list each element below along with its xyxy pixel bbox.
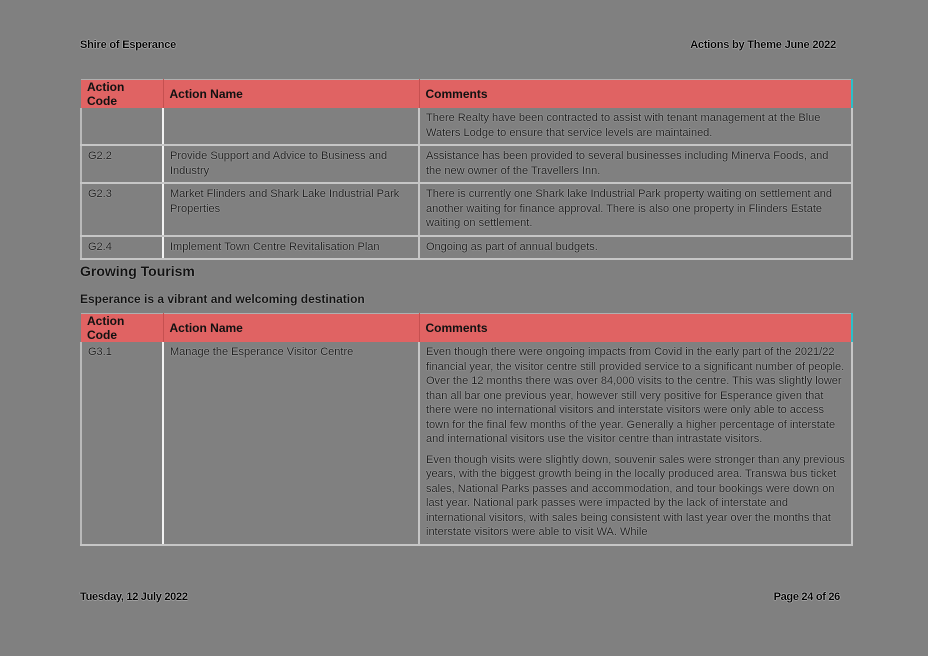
section-subheading: Esperance is a vibrant and welcoming destination — [80, 292, 365, 306]
report-title: Actions by Theme June 2022 — [690, 39, 836, 51]
comment-paragraph: There Realty have been contracted to assist with tenant management at the Blue Waters Lodge to ensure that service levels are maintained. — [426, 112, 821, 139]
action-name-cell — [163, 108, 419, 145]
table-row — [81, 108, 852, 145]
section-heading: Growing Tourism — [80, 263, 195, 279]
table-row — [81, 183, 852, 236]
column-header-comments: Comments — [419, 314, 852, 343]
table-header-row — [81, 314, 852, 343]
comment-paragraph: There is currently one Shark lake Industrial Park property waiting on settlement and another waiting for finance approval. There is also one property in Flinders Estate waiting on settlement. — [426, 188, 832, 229]
table-header-row — [81, 80, 852, 109]
comments-cell — [419, 108, 852, 145]
organisation-name: Shire of Esperance — [80, 39, 177, 51]
table-row — [81, 342, 852, 545]
column-header-action-code: Action Code — [81, 80, 163, 109]
table-row — [81, 145, 852, 183]
comments-cell — [419, 183, 852, 236]
comment-paragraph: Even though visits were slightly down, souvenir sales were stronger than any previous years, with the biggest growth being in the locally produced area. Transwa bus ticket sales, National Parks passes and accommodation, and tour bookings were down on last year. National park passes were impacted by the lack of interstate and international visitors, with sales being consistent with last year over the months that interstate visitors were able to visit WA. While — [426, 453, 845, 538]
comments-cell — [419, 145, 852, 183]
table-row — [81, 236, 852, 260]
action-name-cell: Provide Support and Advice to Business and Industry — [163, 145, 419, 183]
comments-cell — [419, 236, 852, 260]
action-name-cell: Manage the Esperance Visitor Centre — [163, 342, 419, 545]
action-code-cell: G3.1 — [81, 342, 163, 545]
action-code-cell: G2.3 — [81, 183, 163, 236]
comments-cell — [419, 342, 852, 545]
actions-table-economic — [80, 79, 853, 260]
comment-paragraph: Ongoing as part of annual budgets. — [426, 240, 598, 253]
footer-date: Tuesday, 12 July 2022 — [80, 591, 188, 603]
footer-page-number: Page 24 of 26 — [773, 591, 840, 603]
column-header-action-name: Action Name — [163, 314, 419, 343]
action-code-cell — [81, 108, 163, 145]
action-code-cell: G2.2 — [81, 145, 163, 183]
actions-table-tourism — [80, 313, 853, 546]
column-header-action-code: Action Code — [81, 314, 163, 343]
comment-paragraph: Assistance has been provided to several businesses including Minerva Foods, and the new owner of the Travellers Inn. — [426, 150, 829, 177]
action-name-cell: Market Flinders and Shark Lake Industrial Park Properties — [163, 183, 419, 236]
action-code-cell: G2.4 — [81, 236, 163, 260]
comment-paragraph: Even though there were ongoing impacts from Covid in the early part of the 2021/22 financial year, the visitor centre still provided service to a significant number of people. Over the 12 months there was over 84,000 visits to the centre. This was slightly lower than all bar one previous year, however still very positive for Esperance given that there were no international visitors and interstate visitors were only able to access town for the final few months of the year. Generally a higher percentage of interstate and international visitors use the visitor centre than intrastate visitors. — [426, 346, 845, 445]
action-name-cell: Implement Town Centre Revitalisation Plan — [163, 236, 419, 260]
column-header-action-name: Action Name — [163, 80, 419, 109]
column-header-comments: Comments — [419, 80, 852, 109]
